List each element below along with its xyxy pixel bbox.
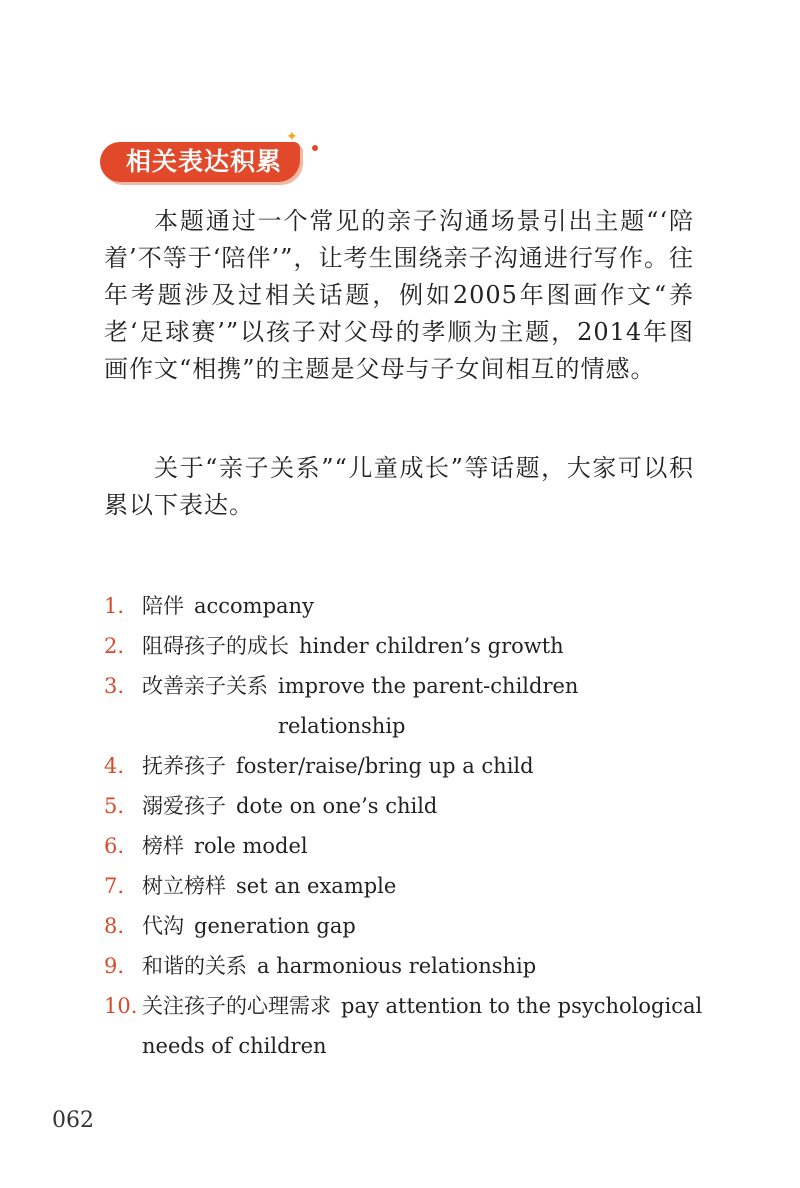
item-number: 4. [104, 754, 125, 778]
item-number: 10. [104, 994, 138, 1018]
list-item [104, 986, 704, 1026]
chinese-term: 和谐的关系 [142, 954, 247, 978]
english-term: improve the parent-children relationship [278, 674, 579, 738]
item-number: 6. [104, 834, 125, 858]
section-title: 相关表达积累 [126, 147, 283, 176]
list-item [104, 946, 704, 986]
expression-list [104, 586, 704, 1066]
chinese-term: 代沟 [142, 914, 184, 938]
list-item [104, 906, 704, 946]
english-term: generation gap [194, 914, 356, 938]
chinese-term: 改善亲子关系 [142, 674, 268, 698]
list-item [104, 586, 704, 626]
page-number: 062 [52, 1108, 94, 1133]
english-term: set an example [236, 874, 397, 898]
sparkle-icon: ✦ [286, 129, 298, 145]
chinese-term: 溺爱孩子 [142, 794, 226, 818]
item-number: 2. [104, 634, 125, 658]
chinese-term: 阻碍孩子的成长 [142, 634, 289, 658]
chinese-term: 关注孩子的心理需求 [142, 994, 331, 1018]
chinese-term: 树立榜样 [142, 874, 226, 898]
english-term: a harmonious relationship [257, 954, 537, 978]
list-item [104, 626, 704, 666]
item-number: 3. [104, 674, 125, 698]
list-item [104, 666, 704, 746]
dot-icon [312, 145, 318, 151]
intro-paragraph: 本题通过一个常见的亲子沟通场景引出主题“‘陪着’不等于‘陪伴’”，让考生围绕亲子沟通进行写作。往年考题涉及过相关话题，例如2005年图画作文“养老‘足球赛’”以孩子对父母的孝顺为主题，2014年图画作文“相携”的主题是父母与子女间相互的情感。 [104, 207, 694, 383]
chinese-term: 陪伴 [142, 594, 184, 618]
english-term: accompany [194, 594, 314, 618]
item-number: 5. [104, 794, 125, 818]
list-item [104, 746, 704, 786]
list-item [104, 826, 704, 866]
item-number: 8. [104, 914, 125, 938]
item-number: 1. [104, 594, 125, 618]
lead-in-paragraph: 关于“亲子关系”“儿童成长”等话题，大家可以积累以下表达。 [104, 454, 694, 519]
chinese-term: 榜样 [142, 834, 184, 858]
english-term-continuation: needs of children [142, 1034, 327, 1058]
english-term: role model [194, 834, 308, 858]
list-item [104, 786, 704, 826]
list-item [104, 866, 704, 906]
english-term: hinder children’s growth [299, 634, 564, 658]
item-number: 9. [104, 954, 125, 978]
english-term: foster/raise/bring up a child [236, 754, 534, 778]
chinese-term: 抚养孩子 [142, 754, 226, 778]
english-term: dote on one’s child [236, 794, 438, 818]
list-item-continuation [104, 1026, 704, 1066]
english-term: pay attention to the psychological [341, 994, 703, 1018]
item-number: 7. [104, 874, 125, 898]
